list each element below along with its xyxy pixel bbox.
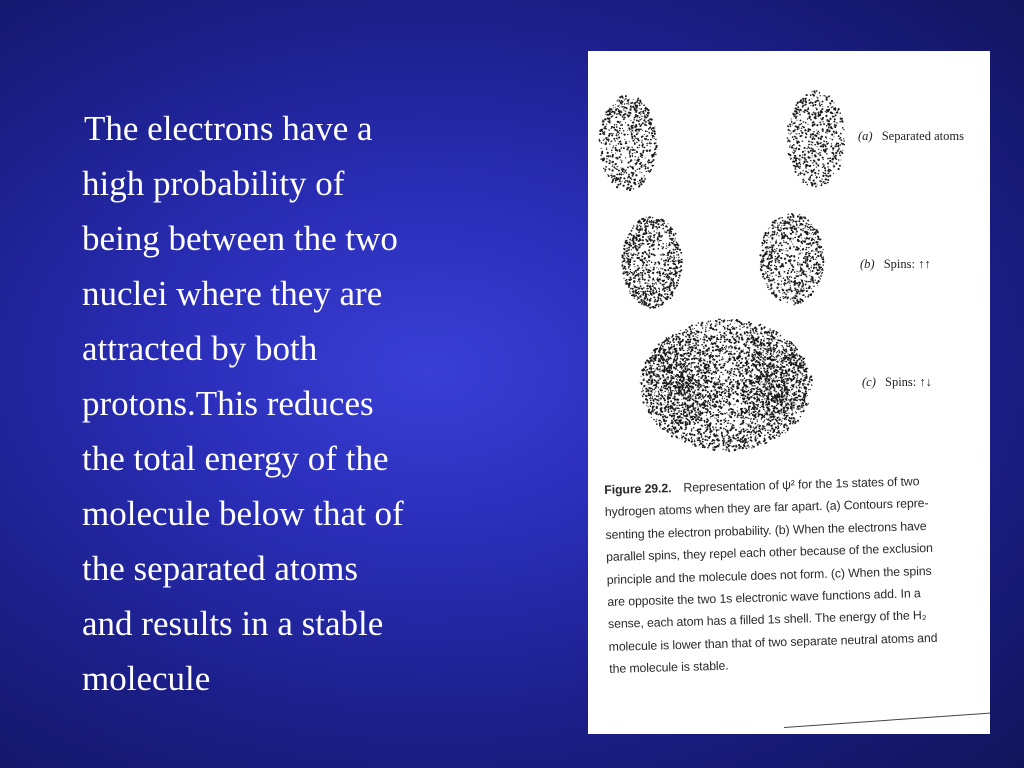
cloud-b-left — [621, 216, 682, 309]
label-a — [858, 129, 964, 144]
cloud-a-left — [599, 95, 658, 191]
body-line: The electrons have a — [84, 109, 373, 148]
caption-line: senting the electron probability. (b) When the electrons have — [605, 518, 927, 542]
caption-line: parallel spins, they repel each other because of the exclusion — [605, 541, 933, 565]
body-line: protons.This reduces — [82, 384, 374, 423]
body-line: being between the two — [82, 219, 398, 258]
figure-image — [588, 51, 990, 734]
figure-caption — [604, 469, 981, 681]
body-text — [82, 101, 562, 706]
label-b — [860, 257, 931, 272]
label-a-letter: (a) — [858, 129, 873, 143]
cloud-b-right — [759, 213, 824, 306]
body-line: molecule below that of — [82, 494, 404, 533]
caption-line: the molecule is stable. — [609, 658, 729, 677]
caption-line: molecule is lower than that of two separate neutral atoms and — [608, 630, 938, 654]
label-c-letter: (c) — [862, 375, 876, 389]
body-line: attracted by both — [82, 329, 318, 368]
caption-title: Figure 29.2. — [604, 481, 672, 497]
electron-clouds — [599, 90, 845, 452]
caption-line-text: Representation of ψ² for the 1s states of two — [683, 474, 920, 495]
cloud-a-right — [787, 90, 845, 187]
caption-line: principle and the molecule does not form. (c) When the spins — [606, 563, 932, 587]
label-b-letter: (b) — [860, 257, 875, 271]
body-line: the total energy of the — [82, 439, 389, 478]
caption-line: sense, each atom has a filled 1s shell. The energy of the H₂ — [607, 608, 927, 632]
body-line: high probability of — [82, 164, 345, 203]
body-line: nuclei where they are — [82, 274, 383, 313]
label-b-text: Spins: ↑↑ — [883, 257, 931, 271]
caption-line: hydrogen atoms when they are far apart. (a) Contours repre- — [604, 496, 929, 520]
body-line: molecule — [82, 659, 211, 698]
label-c-text: Spins: ↑↓ — [885, 375, 932, 389]
label-a-text: Separated atoms — [881, 129, 964, 143]
body-line: the separated atoms — [82, 549, 359, 588]
body-line: and results in a stable — [82, 604, 384, 643]
label-c — [862, 375, 932, 390]
caption-line: are opposite the two 1s electronic wave functions add. In a — [607, 586, 921, 609]
